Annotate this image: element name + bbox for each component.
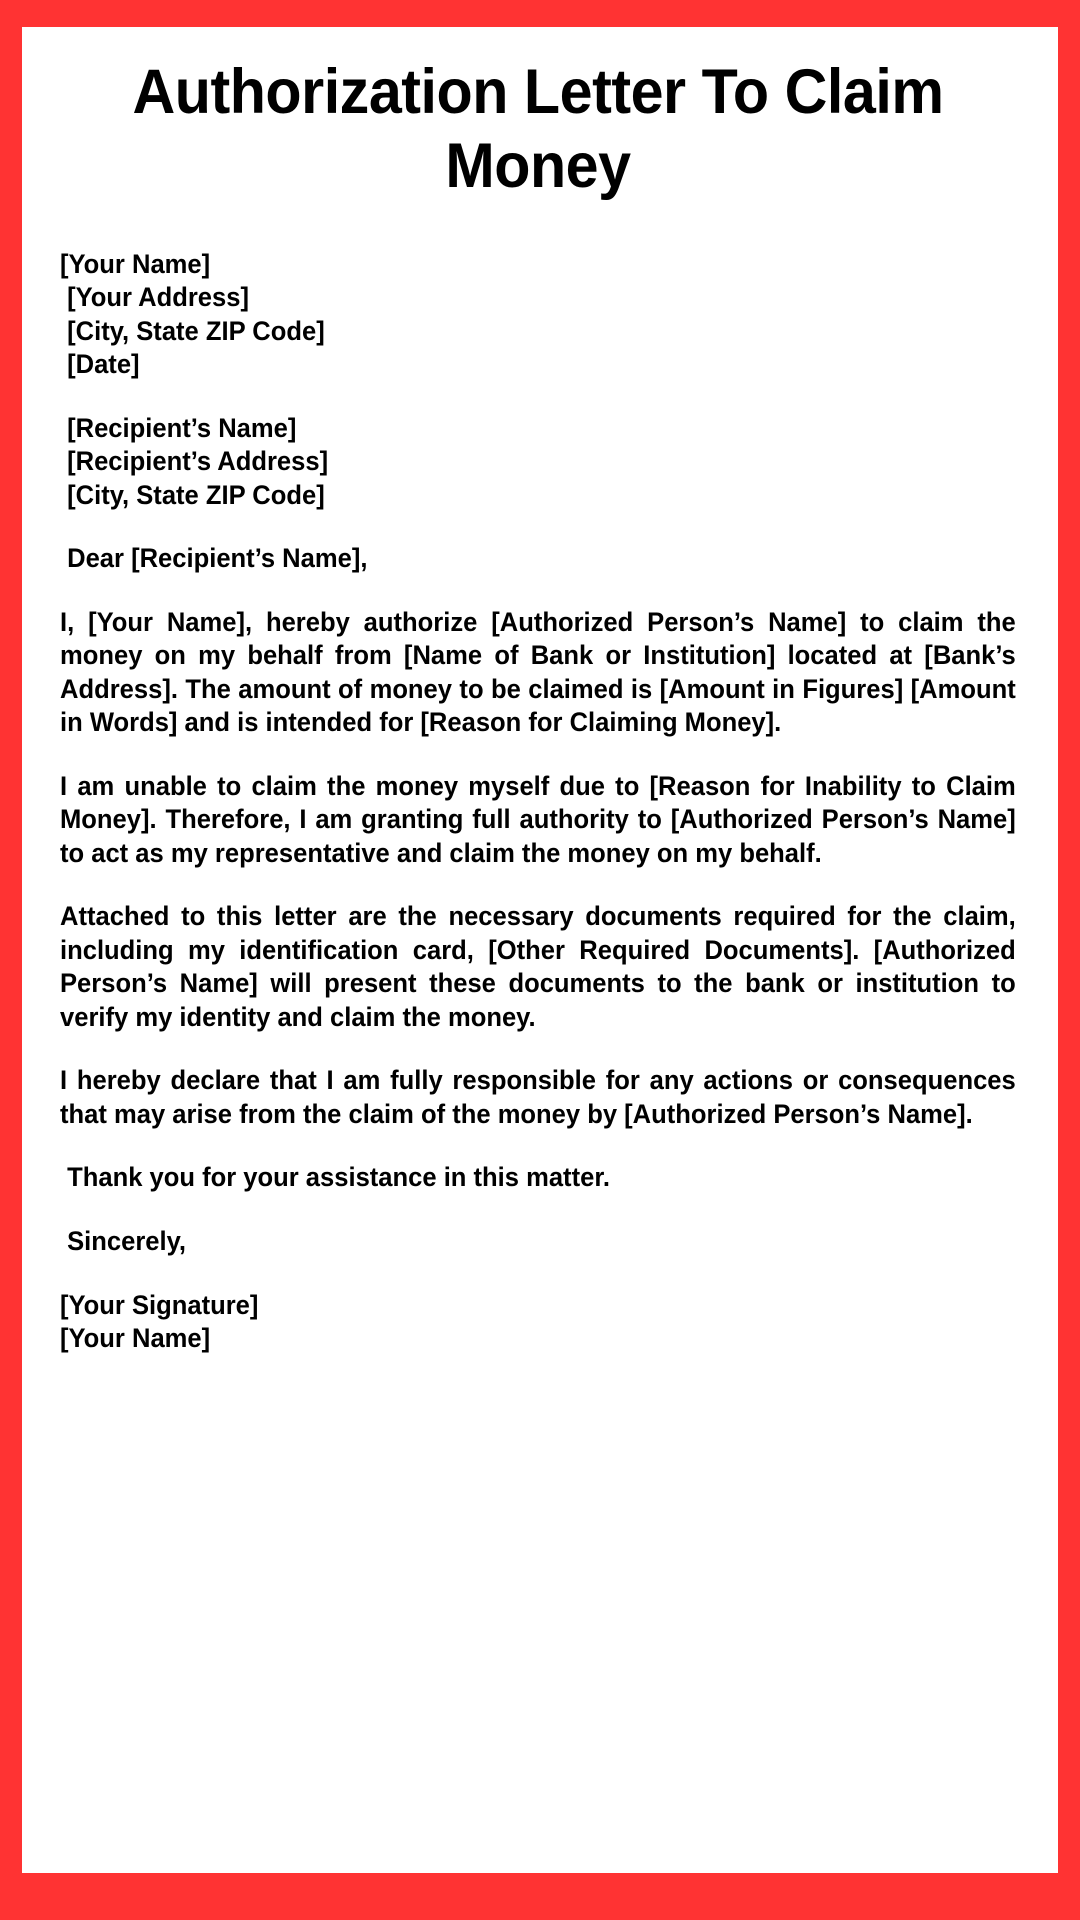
body-paragraph-4: I hereby declare that I am fully responsible for any actions or consequences that may arise from the claim of the money by [Authorized Person’s Name].: [60, 1065, 1016, 1129]
sender-name-line: [Your Name]: [60, 248, 211, 279]
recipient-city-line: [City, State ZIP Code]: [60, 479, 325, 510]
signature-block: [60, 1289, 1016, 1356]
salutation: Dear [Recipient’s Name],: [60, 543, 368, 574]
body-paragraph-2: I am unable to claim the money myself due to [Reason for Inability to Claim Money]. Therefore, I am granting full authority to [Authorized Person’s Name] to act as my representative and claim the money on my behalf.: [60, 770, 1016, 868]
recipient-address-block: [60, 412, 1016, 513]
recipient-address-line: [Recipient’s Address]: [60, 446, 329, 477]
thanks-line: Thank you for your assistance in this matter.: [60, 1162, 610, 1193]
body-paragraph-1: I, [Your Name], hereby authorize [Authorized Person’s Name] to claim the money on my behalf from [Name of Bank or Institution] located at [Bank’s Address]. The amount of money to be claimed is [Amount in Figures] [Amount in Words] and is intended for [Reason for Claiming Money].: [60, 606, 1016, 738]
sender-date-line: [Date]: [60, 349, 140, 380]
closing-line: Sincerely,: [60, 1226, 187, 1256]
recipient-name-line: [Recipient’s Name]: [60, 412, 297, 443]
page-title: Authorization Letter To Claim Money: [132, 57, 944, 202]
signer-name-line: [Your Name]: [60, 1323, 211, 1354]
sender-address-line: [Your Address]: [60, 282, 249, 313]
letter-body: [60, 248, 1016, 1356]
signature-placeholder-line: [Your Signature]: [60, 1289, 259, 1320]
sender-city-line: [City, State ZIP Code]: [60, 315, 325, 346]
body-paragraph-3: Attached to this letter are the necessary documents required for the claim, including my identification card, [Other Required Documents]. [Authorized Person’s Name] will present these documents to the bank or institution to verify my identity and claim the money.: [60, 901, 1016, 1032]
letter-sheet: [22, 27, 1058, 1873]
sender-address-block: [60, 248, 1016, 382]
